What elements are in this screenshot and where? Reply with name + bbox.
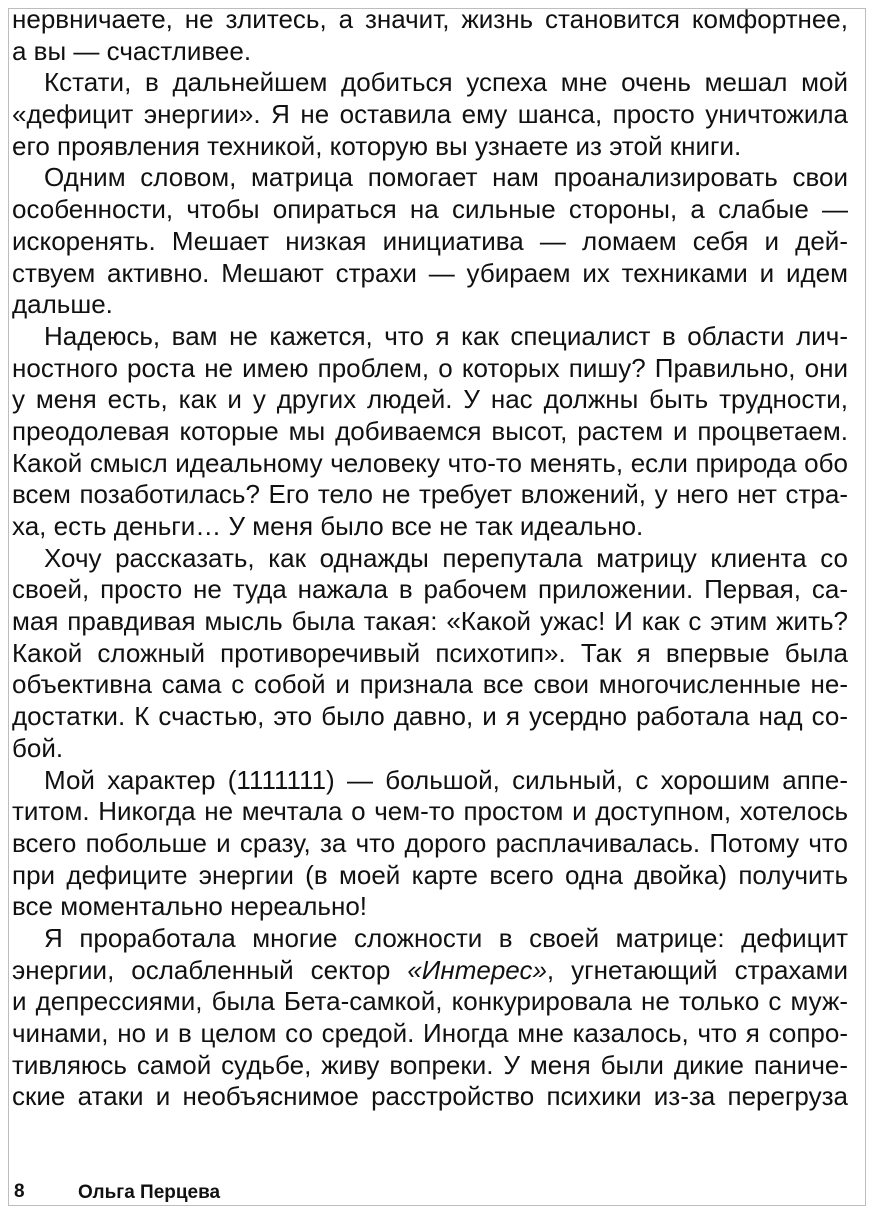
text-line: Одним словом, матрица помогает нам проанализировать свои	[44, 162, 848, 193]
text-line: нервничаете, не злитесь, а значит, жизнь становится комфортнее,	[12, 4, 848, 34]
text-line: Какой смысл идеальному человеку что-то менять, если природа обо	[12, 447, 848, 478]
text-line: искоренять. Мешает низкая инициатива — ломаем себя и дей-	[12, 225, 848, 256]
text-line: особенности, чтобы опираться на сильные стороны, а слабые —	[12, 194, 848, 225]
text-line: ха, есть деньги… У меня было все не так идеально.	[12, 511, 644, 541]
text-line: всем позаботилась? Его тело не требует вложений, у него нет стра-	[12, 479, 848, 510]
italic-term: «Интерес»	[407, 954, 547, 985]
text-line: ские атаки и необъяснимое расстройство психики из-за перегруза	[12, 1081, 848, 1112]
text-line: преодолевая которые мы добиваемся высот, растем и процветаем.	[12, 415, 848, 446]
body-text	[12, 4, 848, 1113]
text-line: Мой характер (1111111) — большой, сильный, с хорошим аппе-	[44, 764, 848, 795]
text-line: Хочу рассказать, как однажды перепутала матрицу клиента со	[44, 542, 848, 573]
page-number: 8	[14, 1181, 25, 1202]
text-line	[12, 955, 848, 987]
text-line: бой.	[12, 732, 64, 763]
text-line: ствуем активно. Мешают страхи — убираем их техниками и идем	[12, 257, 848, 288]
text-line: Надеюсь, вам не кажется, что я как специалист в области лич-	[44, 320, 848, 351]
text-line: при дефиците энергии (в моей карте всего одна двойка) получить	[12, 859, 848, 890]
text-line: у меня есть, как и у других людей. У нас должны быть трудности,	[12, 384, 848, 415]
text-line: объективна сама с собой и признала все свои многочисленные не-	[12, 669, 848, 700]
text-line: Я проработала многие сложности в своей матрице: дефицит	[44, 922, 848, 953]
text-fragment: , угнетающий страхами	[546, 954, 848, 985]
text-line: ностного роста не имею проблем, о которых пишу? Правильно, они	[12, 352, 848, 383]
author-name: Ольга Перцева	[78, 1182, 221, 1203]
text-line: его проявления техникой, которую вы узнаете из этой книги.	[12, 130, 742, 161]
text-fragment: энергии, ослабленный сектор	[12, 954, 391, 985]
text-line: «дефицит энергии». Я не оставила ему шанса, просто уничтожила	[12, 99, 848, 130]
text-line: достатки. К счастью, это было давно, и я усердно работала над со-	[12, 701, 848, 732]
text-line: всего побольше и сразу, за что дорого расплачивалась. Потому что	[12, 827, 848, 858]
text-line: Кстати, в дальнейшем добиться успеха мне очень мешал мой	[44, 67, 848, 98]
text-line: чинами, но и в целом со средой. Иногда мне казалось, что я сопро-	[12, 1018, 848, 1048]
text-line: Какой сложный противоречивый психотип». Так я впервые была	[12, 637, 848, 668]
text-line: а вы — счастливее.	[12, 35, 252, 66]
text-line: и депрессиями, была Бета-самкой, конкурировала не только с муж-	[12, 986, 848, 1017]
text-line: мая правдивая мысль была такая: «Какой ужас! И как с этим жить?	[12, 606, 848, 637]
text-line: все моментально нереально!	[12, 891, 368, 922]
text-line: тивляюсь самой судьбе, живу вопреки. У меня были дикие паниче-	[12, 1049, 848, 1080]
text-line: титом. Никогда не мечтала о чем-то простом и доступном, хотелось	[12, 796, 848, 827]
text-line: своей, просто не туда нажала в рабочем приложении. Первая, са-	[12, 574, 848, 605]
text-line: дальше.	[12, 289, 113, 320]
